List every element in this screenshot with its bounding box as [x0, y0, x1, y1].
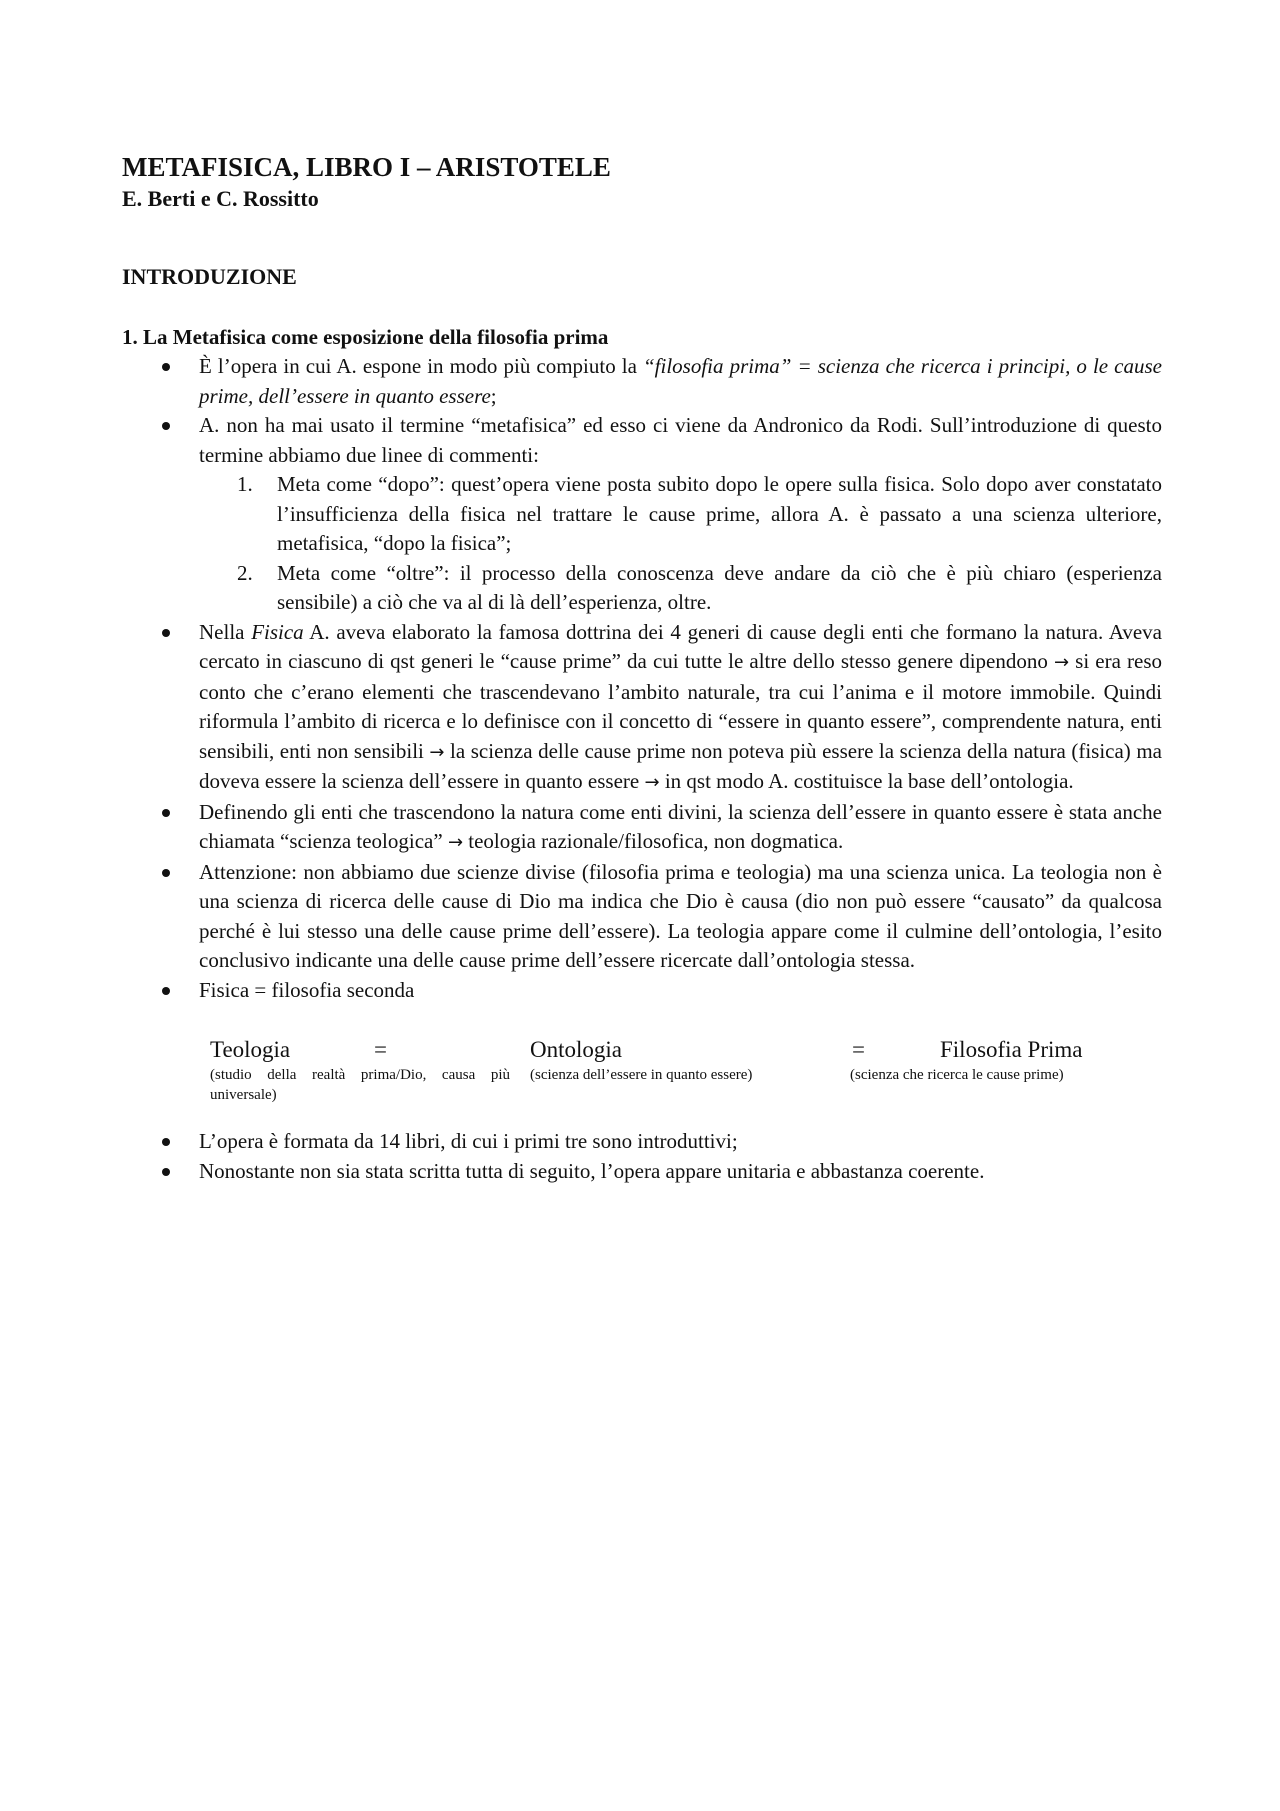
list-item-text: ; — [490, 383, 497, 408]
arrow-right-icon: → — [644, 772, 660, 793]
list-item — [122, 858, 1162, 976]
bullet-icon — [162, 422, 170, 430]
equivalence-col-teologia — [210, 1035, 510, 1105]
bullet-list — [122, 352, 1162, 1005]
list-item — [122, 1157, 1162, 1187]
list-item — [122, 411, 1162, 618]
list-item — [122, 1127, 1162, 1157]
numbered-item-text: Meta come “oltre”: il processo della conoscenza deve andare da ciò che è più chiaro (esperienza sensibile) a ciò che va al di là dell’esperienza, oltre. — [277, 560, 1162, 614]
bullet-icon — [162, 987, 170, 995]
list-item-text: A. aveva elaborato la famosa dottrina dei 4 generi di cause degli enti che formano la natura. Aveva cercato in ciascuno di qst generi le “cause prime” da cui tutte le altre dello stesso genere dipendono — [199, 619, 1163, 673]
bullet-icon — [162, 1138, 170, 1146]
note-teologia: (studio della realtà prima/Dio, causa più universale) — [210, 1067, 510, 1103]
list-item — [122, 976, 1162, 1006]
list-item-text: A. non ha mai usato il termine “metafisica” ed esso ci viene da Andronico da Rodi. Sull’introduzione di questo termine abbiamo due linee di commenti: — [199, 413, 1162, 467]
bullet-icon — [162, 809, 170, 817]
document-title: METAFISICA, LIBRO I – ARISTOTELE — [122, 152, 611, 182]
list-item-text: in qst modo A. costituisce la base dell’ontologia. — [659, 769, 1074, 793]
equivalence-col-ontologia — [530, 1035, 840, 1085]
term-ontologia: Ontologia — [530, 1037, 622, 1062]
list-item-text: Nonostante non sia stata scritta tutta di seguito, l’opera appare unitaria e abbastanza coerente. — [199, 1158, 985, 1183]
term-teologia: Teologia — [210, 1037, 291, 1062]
list-item-italic: “filosofia prima” = scienza che ricerca i principi, o le cause prime, dell’essere in quanto essere — [199, 354, 1162, 408]
list-item — [122, 618, 1162, 798]
subsection-heading: 1. La Metafisica come esposizione della filosofia prima — [122, 325, 609, 349]
bullet-list — [122, 1127, 1162, 1186]
item-number: 1. — [237, 472, 253, 496]
equals-sign: = — [374, 1037, 387, 1062]
list-item-text: si era reso conto che c’erano elementi che trascendevano l’ambito naturale, tra cui l’anima e il motore immobile. Quindi riformula l’ambito di ricerca e lo definisce con il concetto di “essere in quanto essere”, comprendente natura, enti sensibili, enti non sensibili — [199, 649, 1162, 763]
list-item-text: Fisica = filosofia seconda — [199, 977, 415, 1002]
numbered-item — [122, 470, 1162, 559]
document-authors: E. Berti e C. Rossitto — [122, 186, 319, 211]
document-content — [122, 150, 1162, 1186]
equivalence-table — [122, 1035, 1162, 1127]
equivalence-col-filosofia — [850, 1035, 1150, 1085]
section-heading: INTRODUZIONE — [122, 264, 297, 289]
arrow-right-icon: → — [1053, 652, 1070, 673]
bullet-icon — [162, 869, 170, 877]
item-number: 2. — [237, 560, 253, 585]
equals-sign: = — [852, 1037, 865, 1062]
term-filosofia-prima: Filosofia Prima — [940, 1037, 1083, 1062]
numbered-list — [199, 470, 1162, 618]
numbered-item-text: Meta come “dopo”: quest’opera viene posta subito dopo le opere sulla fisica. Solo dopo aver constatato l’insufficienza della fisica nel trattare le cause prime, allora A. è passato a una scienza ulteriore, metafisica, “dopo la fisica”; — [277, 472, 1162, 555]
note-filosofia-prima: (scienza che ricerca le cause prime) — [850, 1067, 1064, 1083]
list-item — [122, 798, 1162, 858]
list-item-text: Attenzione: non abbiamo due scienze divise (filosofia prima e teologia) ma una scienza unica. La teologia non è una scienza di ricerca delle cause di Dio ma indica che Dio è causa (dio non può essere “causato” da qualcosa perché è lui stesso una delle cause prime dell’essere). La teologia appare come il culmine dell’ontologia, l’esito conclusivo indicante una delle cause prime dell’essere ricercate dall’ontologia stessa. — [199, 859, 1162, 972]
bullet-icon — [162, 629, 170, 637]
bullet-icon — [162, 1168, 170, 1176]
list-item-text: la scienza delle cause prime non poteva più essere la scienza della natura (fisica) ma doveva essere la scienza dell’essere in quanto essere — [199, 738, 1162, 793]
list-item-text: Nella — [199, 619, 252, 644]
list-item — [122, 352, 1162, 411]
list-item-text: L’opera è formata da 14 libri, di cui i primi tre sono introduttivi; — [199, 1129, 738, 1153]
bullet-icon — [162, 363, 170, 371]
note-ontologia: (scienza dell’essere in quanto essere) — [530, 1067, 753, 1083]
arrow-right-icon: → — [447, 832, 464, 853]
list-item-text: teologia razionale/filosofica, non dogmatica. — [463, 829, 844, 853]
list-item-text: Definendo gli enti che trascendono la natura come enti divini, la scienza dell’essere in quanto essere è stata anche chiamata “scienza teologica” — [199, 799, 1162, 853]
numbered-item — [122, 559, 1162, 618]
list-item-text: È l’opera in cui A. espone in modo più compiuto la — [199, 354, 643, 378]
arrow-right-icon: → — [429, 741, 445, 763]
list-item-italic: Fisica — [251, 619, 304, 644]
